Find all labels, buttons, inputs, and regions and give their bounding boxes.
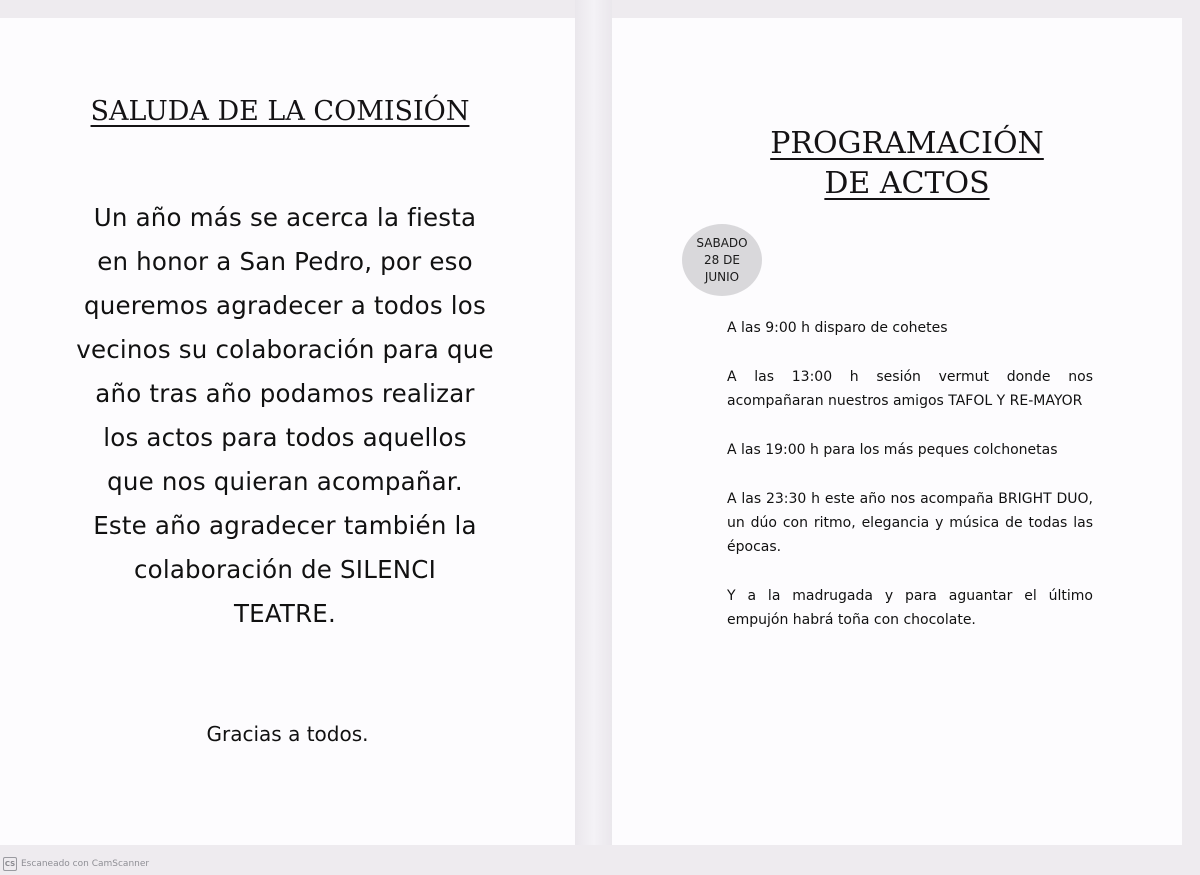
greeting-text [40,196,530,636]
thanks-text: Gracias a todos. [206,722,369,746]
greeting-line: TEATRE. [234,599,336,628]
scanner-watermark [3,857,149,871]
greeting-line: colaboración de SILENCI [133,555,437,584]
watermark-text: Escaneado con CamScanner [21,859,150,869]
greeting-line: que nos quieran acompañar. [107,467,463,496]
event-list [727,316,1093,632]
greeting-title: SALUDA DE LA COMISIÓN [90,96,470,127]
greeting-line: los actos para todos aquellos [103,423,467,452]
date-badge-month: JUNIO [704,269,740,284]
program-title-line: DE ACTOS [824,166,990,201]
event-item: A las 23:30 h este año nos acompaña BRIGHT DUO, un dúo con ritmo, elegancia y música de todas las épocas. [727,491,1093,555]
greeting-line: Un año más se acerca la fiesta [93,203,477,232]
greeting-line: vecinos su colaboración para que [76,335,494,364]
event-item: A las 9:00 h disparo de cohetes [727,320,948,336]
date-badge-date: 28 DE [704,252,740,267]
program-title [612,124,1200,204]
event-item: Y a la madrugada y para aguantar el último empujón habrá toña con chocolate. [727,588,1093,628]
date-badge-day: SABADO [696,235,748,250]
event-item: A las 19:00 h para los más peques colchonetas [727,442,1058,458]
camscanner-logo-icon: CS [3,857,17,871]
event-item: A las 13:00 h sesión vermut donde nos acompañaran nuestros amigos TAFOL Y RE-MAYOR [727,369,1093,409]
greeting-line: queremos agradecer a todos los [84,291,486,320]
page-fold [575,0,612,845]
program-title-line: PROGRAMACIÓN [770,126,1044,161]
date-badge [682,224,762,296]
greeting-line: año tras año podamos realizar [95,379,475,408]
greeting-line: en honor a San Pedro, por eso [97,247,473,276]
greeting-line: Este año agradecer también la [93,511,477,540]
